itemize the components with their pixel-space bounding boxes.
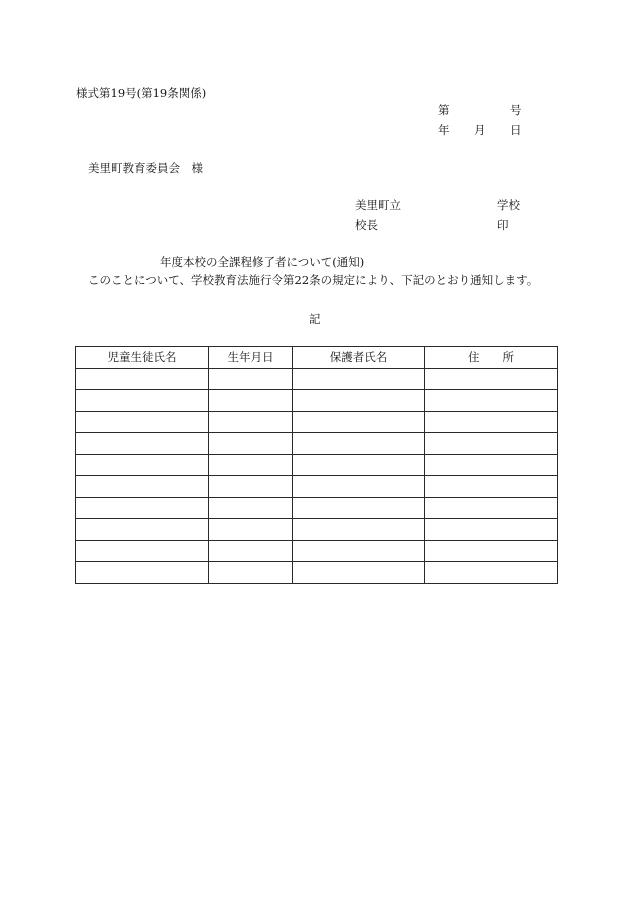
date-year-label: 年 [438,123,450,137]
guardian-name-cell [293,390,425,412]
guardian-name-cell [293,519,425,541]
table-row [76,411,558,433]
date-month-label: 月 [474,123,486,137]
student-name-cell [76,411,209,433]
student-name-cell [76,433,209,455]
header-guardian-name: 保護者氏名 [293,347,425,369]
address-cell [425,411,558,433]
address-cell [425,519,558,541]
birth-date-cell [209,368,293,390]
birth-date-cell [209,519,293,541]
table-row [76,454,558,476]
seal-mark: 印 [497,218,509,232]
guardian-name-cell [293,476,425,498]
sender-principal-label: 校長 [355,218,378,232]
guardian-name-cell [293,540,425,562]
birth-date-cell [209,497,293,519]
student-name-cell [76,540,209,562]
guardian-name-cell [293,411,425,433]
guardian-name-cell [293,454,425,476]
guardian-name-cell [293,497,425,519]
table-row [76,368,558,390]
birth-date-cell [209,562,293,584]
address-cell [425,540,558,562]
address-cell [425,433,558,455]
address-cell [425,562,558,584]
address-cell [425,454,558,476]
sender-school-prefix: 美里町立 [355,198,401,212]
table-row [76,497,558,519]
table-row [76,433,558,455]
guardian-name-cell [293,368,425,390]
graduates-table [75,346,558,584]
address-cell [425,497,558,519]
header-student-name: 児童生徒氏名 [76,347,209,369]
student-name-cell [76,497,209,519]
birth-date-cell [209,540,293,562]
sender-school-suffix: 学校 [497,198,520,212]
student-name-cell [76,476,209,498]
student-name-cell [76,368,209,390]
birth-date-cell [209,390,293,412]
table-row [76,390,558,412]
guardian-name-cell [293,433,425,455]
student-name-cell [76,519,209,541]
addressee: 美里町教育委員会 様 [88,161,203,175]
date-day-label: 日 [510,123,522,137]
guardian-name-cell [293,562,425,584]
table-row [76,476,558,498]
address-cell [425,476,558,498]
header-birth-date: 生年月日 [209,347,293,369]
body-text: このことについて、学校教育法施行令第22条の規定により、下記のとおり通知します。 [88,273,539,287]
birth-date-cell [209,476,293,498]
student-name-cell [76,454,209,476]
document-number-suffix: 号 [510,103,522,117]
address-cell [425,390,558,412]
table-row [76,562,558,584]
birth-date-cell [209,411,293,433]
table-header-row [76,347,558,369]
document-subject: 年度本校の全課程修了者について(通知) [160,255,365,269]
student-name-cell [76,562,209,584]
document-number-prefix: 第 [438,103,450,117]
header-address: 住 所 [425,347,558,369]
address-cell [425,368,558,390]
ki-heading: 記 [309,312,321,326]
table-row [76,540,558,562]
birth-date-cell [209,454,293,476]
form-label: 様式第19号(第19条関係) [76,86,207,100]
student-name-cell [76,390,209,412]
birth-date-cell [209,433,293,455]
table-row [76,519,558,541]
